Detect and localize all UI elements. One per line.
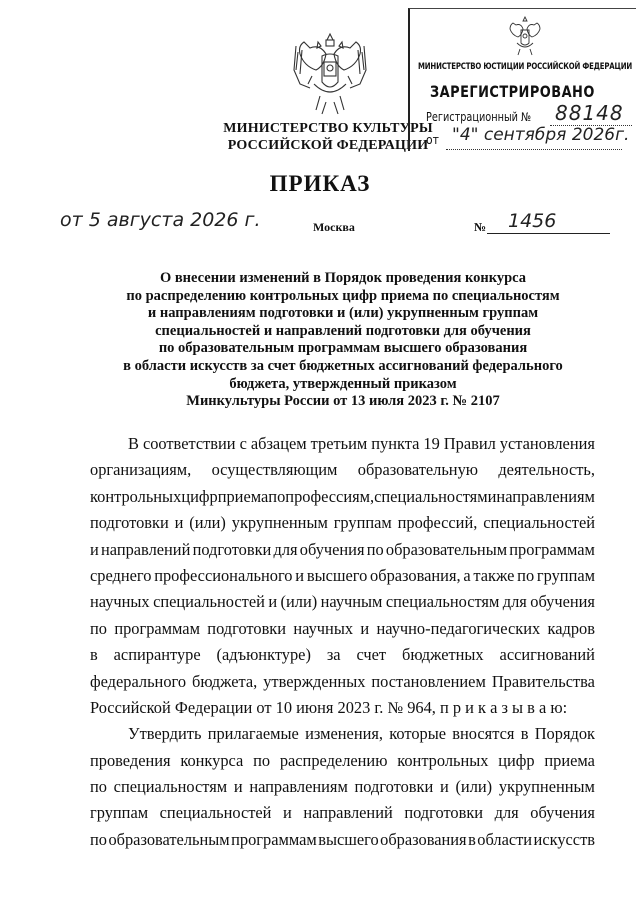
coat-of-arms-icon: [290, 26, 370, 118]
word: в: [468, 829, 476, 849]
word: приема: [217, 486, 269, 506]
word: постановлением: [371, 671, 486, 691]
word: с: [239, 434, 247, 453]
word: профессиям,: [285, 486, 375, 506]
word: образовательным: [108, 829, 230, 849]
word: (адъюнктуре): [216, 645, 311, 665]
ministry-name-line1: МИНИСТЕРСТВО КУЛЬТУРЫ: [223, 121, 433, 136]
word: специальностей: [483, 513, 595, 533]
word: научных: [90, 592, 150, 612]
body-line: [90, 484, 595, 510]
word: также: [473, 565, 515, 585]
word: направлений: [100, 539, 191, 559]
word: по: [366, 539, 384, 559]
word: организациям,: [90, 460, 192, 480]
word: в: [520, 724, 529, 744]
word: образования,: [370, 565, 461, 585]
heading-line: О внесении изменений в Порядок проведения конкурса: [159, 270, 527, 286]
body-line: [90, 589, 595, 615]
word: направлениям: [496, 486, 595, 506]
word: за: [326, 645, 341, 665]
word: подготовки: [192, 539, 272, 559]
order-date: от 5 августа 2026 г.: [60, 209, 261, 231]
order-number-underline: [487, 233, 610, 234]
order-city: Москва: [313, 220, 355, 234]
word: абзацем: [250, 434, 307, 453]
word: (или): [455, 777, 493, 797]
stamp-coat-of-arms-icon: [506, 15, 544, 57]
word: по: [253, 750, 271, 770]
word: пункта: [371, 434, 420, 453]
heading-line: в области искусств за счет бюджетных ассигнований федерального: [123, 357, 563, 374]
word: специальностей: [153, 592, 265, 612]
word: программам: [509, 539, 595, 559]
word: и: [439, 777, 449, 797]
body-line: [90, 669, 595, 695]
word: вносятся: [452, 724, 515, 744]
word: по: [517, 565, 535, 585]
word: ассигнований: [499, 645, 595, 665]
word: счет: [356, 645, 387, 665]
word: и: [487, 486, 497, 506]
word: в: [90, 645, 98, 665]
word: по: [268, 486, 286, 506]
word: установления: [499, 434, 595, 453]
word: третьим: [310, 434, 368, 453]
paragraph-1: [90, 431, 595, 721]
word: приема: [544, 750, 595, 770]
word: аспирантуре: [113, 645, 201, 665]
body-line: [90, 827, 595, 853]
word: специальностей: [159, 803, 272, 823]
word: распределению: [279, 750, 388, 770]
word: Утвердить: [128, 724, 202, 744]
word: образования: [380, 829, 467, 849]
word: бюджета,: [192, 671, 258, 691]
word: высшего: [306, 565, 368, 585]
document-title: ПРИКАЗ: [269, 171, 371, 196]
word: образовательную: [357, 460, 479, 480]
ministry-name-line2: РОССИЙСКОЙ ФЕДЕРАЦИИ: [227, 138, 429, 153]
body-line: Российской Федерации от 10 июня 2023 г. № 964, п р и к а з ы в а ю:: [90, 697, 568, 717]
word: группам: [90, 803, 149, 823]
word: контрольных: [397, 750, 489, 770]
word: по: [90, 618, 107, 638]
registration-stamp: [408, 8, 636, 151]
heading-line: Минкультуры России от 13 июля 2023 г. № 2107: [186, 393, 500, 410]
word: укрупненным: [231, 513, 328, 533]
stamp-ministry-name: МИНИСТЕРСТВО ЮСТИЦИИ РОССИЙСКОЙ ФЕДЕРАЦИИ: [418, 62, 633, 72]
word: цифр: [181, 486, 218, 506]
stamp-registered-label: ЗАРЕГИСТРИРОВАНО: [430, 82, 595, 101]
paragraph-2: [90, 721, 595, 853]
word: образовательным: [385, 539, 508, 559]
word: научным: [320, 592, 383, 612]
order-heading: [98, 270, 588, 411]
word: искусств: [533, 829, 595, 849]
word: подготовки: [90, 513, 169, 533]
heading-line: по образовательным программам высшего образования: [158, 340, 528, 357]
word: программам: [114, 618, 200, 638]
word: специальностям: [113, 777, 228, 797]
word: (или): [280, 592, 318, 612]
word: деятельность,: [498, 460, 595, 480]
word: профессионального: [154, 565, 293, 585]
word: и: [295, 565, 305, 585]
word: изменения,: [305, 724, 383, 744]
word: и: [174, 513, 184, 533]
word: которые: [389, 724, 447, 744]
stamp-reg-number-label: Регистрационный №: [426, 110, 532, 124]
word: среднего: [90, 565, 152, 585]
order-number: 1456: [508, 210, 557, 232]
body-line: [90, 800, 595, 826]
word: группам: [333, 513, 392, 533]
word: подготовки: [207, 618, 287, 638]
word: научно-педагогических: [376, 618, 541, 638]
word: контрольных: [90, 486, 182, 506]
word: подготовки: [404, 803, 484, 823]
word: по: [90, 829, 107, 849]
word: группам: [536, 565, 595, 585]
word: профессий,: [397, 513, 478, 533]
word: бюджетных: [402, 645, 484, 665]
body-line: [90, 748, 595, 774]
word: федерального: [90, 671, 187, 691]
word: (или): [189, 513, 226, 533]
word: обучения: [299, 539, 365, 559]
word: укрупненным: [498, 777, 595, 797]
stamp-reg-number: 88148: [555, 101, 624, 125]
heading-line: по распределению контрольных цифр приема по специальностям: [126, 287, 560, 304]
word: кадров: [547, 618, 595, 638]
word: и: [233, 777, 243, 797]
body-line: [90, 721, 595, 747]
word: для: [494, 803, 519, 823]
word: для: [273, 539, 298, 559]
word: специальностям: [385, 592, 500, 612]
order-body: [90, 431, 595, 853]
word: и: [90, 539, 99, 559]
body-line: [90, 457, 595, 483]
word: осуществляющим: [211, 460, 338, 480]
word: и: [283, 803, 292, 823]
word: программам: [231, 829, 317, 849]
word: Порядок: [534, 724, 595, 744]
word: научных: [293, 618, 354, 638]
word: 19: [423, 434, 440, 453]
word: В: [128, 434, 139, 453]
body-line: [90, 616, 595, 642]
word: специальностям: [374, 486, 488, 506]
word: обучения: [530, 803, 595, 823]
word: обучения: [530, 592, 595, 612]
word: соответствии: [142, 434, 236, 453]
word: по: [90, 777, 107, 797]
stamp-date: "4" сентября 2026г.: [452, 125, 630, 145]
body-line: [90, 563, 595, 589]
word: цифр: [498, 750, 535, 770]
word: и: [360, 618, 370, 638]
word: конкурса: [180, 750, 244, 770]
heading-line: специальностей и направлений подготовки для обучения: [155, 322, 531, 339]
body-line: [90, 431, 595, 457]
body-line: [90, 642, 595, 668]
word: проведения: [90, 750, 171, 770]
word: а: [463, 565, 471, 585]
word: прилагаемые: [207, 724, 299, 744]
word: направлений: [303, 803, 393, 823]
word: утвержденных: [263, 671, 366, 691]
word: высшего: [318, 829, 379, 849]
heading-line: и направлениям подготовки и (или) укрупненным группам: [147, 305, 539, 322]
word: направлениям: [249, 777, 348, 797]
body-line: [90, 774, 595, 800]
body-line: [90, 537, 595, 563]
body-line: [90, 510, 595, 536]
word: области: [477, 829, 533, 849]
stamp-date-label: от: [426, 133, 439, 147]
word: подготовки: [354, 777, 434, 797]
word: Правил: [443, 434, 496, 453]
word: для: [502, 592, 527, 612]
word: Правительства: [491, 671, 595, 691]
heading-line: бюджета, утвержденный приказом: [229, 375, 457, 392]
word: и: [268, 592, 278, 612]
order-number-label: №: [474, 220, 487, 234]
stamp-date-underline: [446, 149, 622, 150]
